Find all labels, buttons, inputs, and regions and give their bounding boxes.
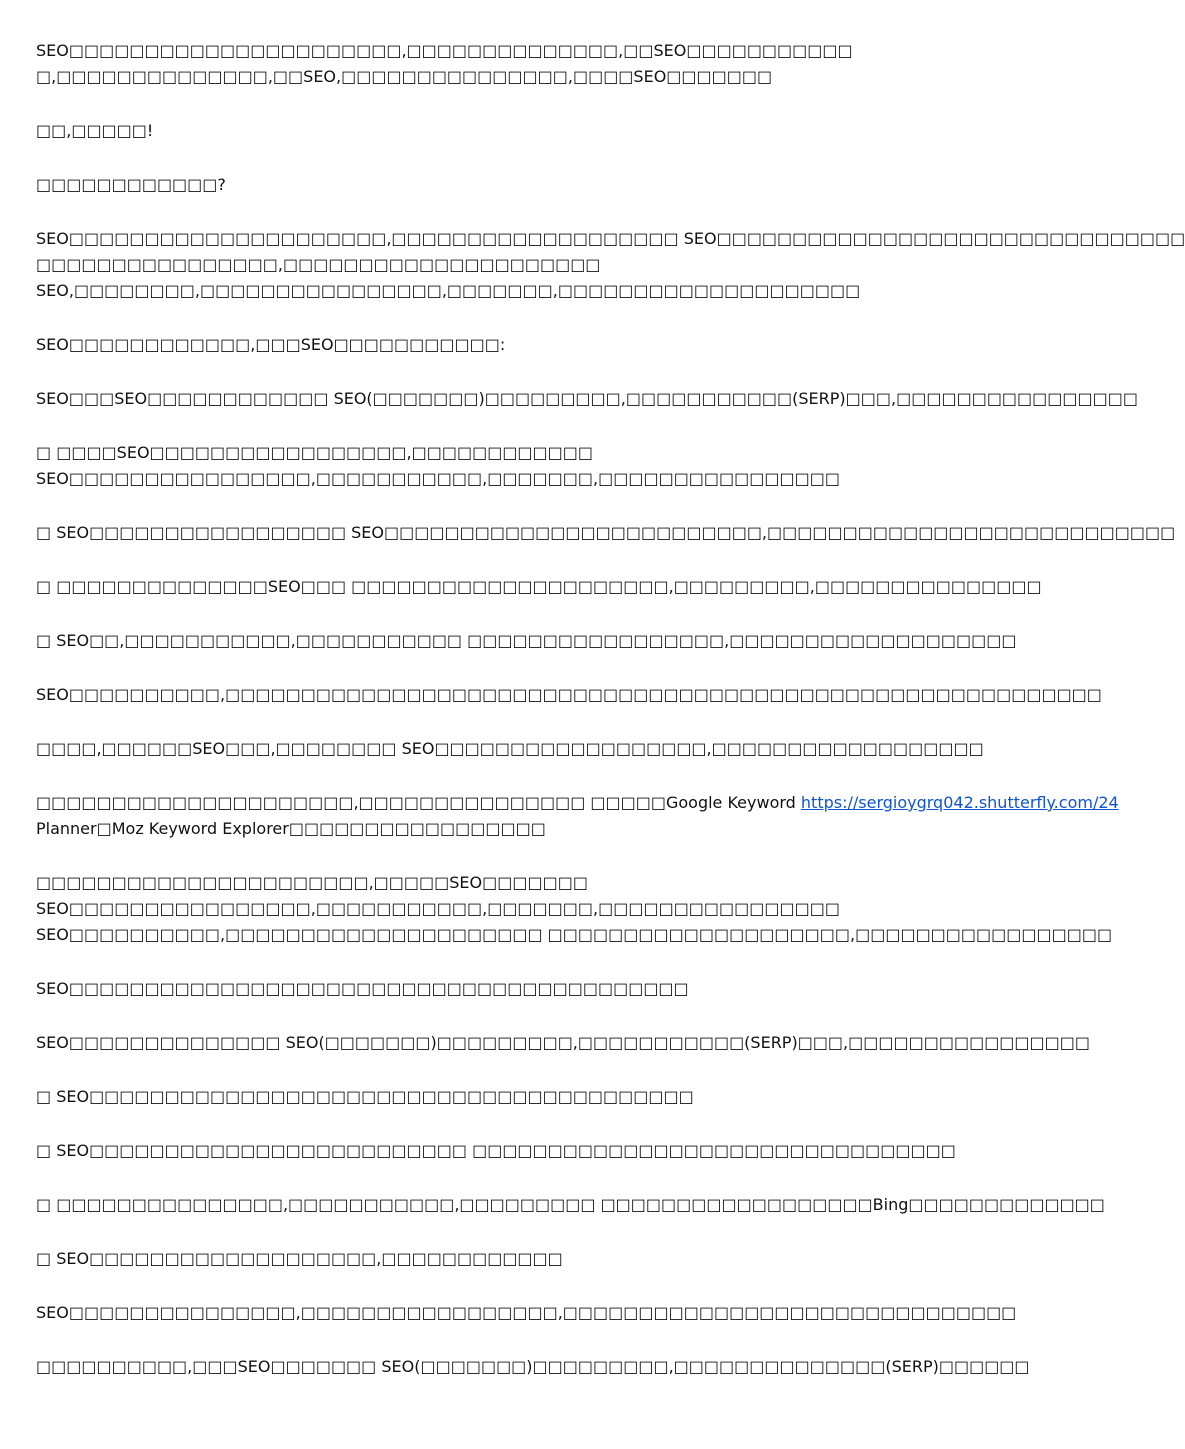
paragraph bbox=[36, 520, 1176, 546]
paragraph bbox=[36, 1030, 1091, 1056]
text-line: □□□□□□□□□□□□? bbox=[36, 175, 226, 194]
paragraph bbox=[36, 574, 1042, 600]
text-line: □ □□□□□□□□□□□□□□SEO□□□ □□□□□□□□□□□□□□□□□□□□□,□□□□□□□□□,□□□□□□□□□□□□□□□ bbox=[36, 577, 1042, 596]
paragraph bbox=[36, 386, 1138, 412]
paragraph bbox=[36, 38, 988, 90]
text-line: SEO□□□□□□□□□□,□□□□□□□□□□□□□□□□□□□□□ □□□□□□□□□□□□□□□□□□□□,□□□□□□□□□□□□□□□□□ bbox=[36, 925, 1113, 944]
text-line: SEO,□□□□□□□□,□□□□□□□□□□□□□□□□,□□□□□□□,□□□□□□□□□□□□□□□□□□□□ bbox=[36, 281, 861, 300]
paragraph bbox=[36, 1138, 988, 1164]
text-line: SEO□□□□□□□□□□□□□□□,□□□□□□□□□□□□□□□□□,□□□□□□□□□□□□□□□□□□□□□□□□□□□□□□ bbox=[36, 1303, 1017, 1322]
text-line: SEO□□□□□□□□□□□□□□□□□□□□□□,□□□□□□□□□□□□□□,□□SEO□□□□□□□□□□□ bbox=[36, 41, 853, 60]
paragraph bbox=[36, 118, 988, 144]
text-line: □ □□□□SEO□□□□□□□□□□□□□□□□□,□□□□□□□□□□□□ bbox=[36, 443, 594, 462]
text-line: □□,□□□□□! bbox=[36, 121, 154, 140]
text-line: SEO□□□SEO□□□□□□□□□□□□ SEO(□□□□□□□)□□□□□□□□□,□□□□□□□□□□□(SERP)□□□,□□□□□□□□□□□□□□□□ bbox=[36, 389, 1138, 408]
paragraph bbox=[36, 870, 1113, 948]
paragraph bbox=[36, 1300, 1017, 1326]
text-line: Planner□Moz Keyword Explorer□□□□□□□□□□□□□□□□□ bbox=[36, 819, 546, 838]
text-line: □ SEO□□□□□□□□□□□□□□□□□□□,□□□□□□□□□□□□ bbox=[36, 1249, 563, 1268]
paragraph bbox=[36, 440, 988, 492]
text-line: SEO□□□□□□□□□□□□□□□□,□□□□□□□□□□□,□□□□□□□,□□□□□□□□□□□□□□□□ bbox=[36, 899, 840, 918]
text-line: SEO□□□□□□□□□□□□□□□□,□□□□□□□□□□□,□□□□□□□,□□□□□□□□□□□□□□□□ bbox=[36, 469, 840, 488]
link-paragraph bbox=[36, 790, 1119, 842]
paragraph bbox=[36, 332, 988, 358]
text-line: □ □□□□□□□□□□□□□□□,□□□□□□□□□□□,□□□□□□□□□ □□□□□□□□□□□□□□□□□□Bing□□□□□□□□□□□□□ bbox=[36, 1195, 1105, 1214]
text-line: □ SEO□□□□□□□□□□□□□□□□□ SEO□□□□□□□□□□□□□□□□□□□□□□□□□,□□□□□□□□□□□□□□□□□□□□□□□□□□□ bbox=[36, 523, 1176, 542]
paragraph bbox=[36, 226, 1185, 304]
paragraph bbox=[36, 1192, 1105, 1218]
text-line: □□□□□□□□□□,□□□SEO□□□□□□□ SEO(□□□□□□□)□□□□□□□□□,□□□□□□□□□□□□□□(SERP)□□□□□□ bbox=[36, 1357, 1030, 1376]
paragraph bbox=[36, 736, 988, 762]
text-line: □,□□□□□□□□□□□□□□,□□SEO,□□□□□□□□□□□□□□□,□□□□SEO□□□□□□□ bbox=[36, 67, 773, 86]
text-line: □ SEO□□,□□□□□□□□□□□,□□□□□□□□□□□ □□□□□□□□□□□□□□□□□,□□□□□□□□□□□□□□□□□□□ bbox=[36, 631, 1017, 650]
text-line: SEO□□□□□□□□□□,□□□□□□□□□□□□□□□□□□□□□□□□□□□□□□□□□□□□□□□□□□□□□□□□□□□□□□□□□□ bbox=[36, 685, 1102, 704]
paragraph bbox=[36, 682, 1102, 708]
text-line: □ SEO□□□□□□□□□□□□□□□□□□□□□□□□□ □□□□□□□□□□□□□□□□□□□□□□□□□□□□□□□□ bbox=[36, 1141, 956, 1160]
text-line: SEO□□□□□□□□□□□□□□□□□□□□□,□□□□□□□□□□□□□□□□□□□ SEO□□□□□□□□□□□□□□□□□□□□□□□□□□□□□□□ bbox=[36, 229, 1185, 248]
text-line: SEO□□□□□□□□□□□□,□□□SEO□□□□□□□□□□□: bbox=[36, 335, 506, 354]
paragraph bbox=[36, 1354, 1030, 1380]
text-line: □□□□,□□□□□□SEO□□□,□□□□□□□□ SEO□□□□□□□□□□□□□□□□□□,□□□□□□□□□□□□□□□□□□ bbox=[36, 739, 984, 758]
paragraph bbox=[36, 1084, 988, 1110]
paragraph bbox=[36, 976, 988, 1002]
text-line: □ SEO□□□□□□□□□□□□□□□□□□□□□□□□□□□□□□□□□□□□□□□□ bbox=[36, 1087, 694, 1106]
text-line: □□□□□□□□□□□□□□□□,□□□□□□□□□□□□□□□□□□□□□ bbox=[36, 255, 601, 274]
shutterfly-link[interactable]: https://sergioygrq042.shutterfly.com/24 bbox=[800, 793, 1119, 812]
paragraph bbox=[36, 628, 1017, 654]
text-span: □□□□□□□□□□□□□□□□□□□□□,□□□□□□□□□□□□□□□ □□□□□Google Keyword bbox=[36, 793, 801, 812]
text-line: □□□□□□□□□□□□□□□□□□□□□□,□□□□□SEO□□□□□□□ bbox=[36, 873, 588, 892]
paragraph bbox=[36, 1246, 988, 1272]
text-line: SEO□□□□□□□□□□□□□□□□□□□□□□□□□□□□□□□□□□□□□□□□□ bbox=[36, 979, 689, 998]
paragraph bbox=[36, 172, 988, 198]
text-line: SEO□□□□□□□□□□□□□□ SEO(□□□□□□□)□□□□□□□□□,□□□□□□□□□□□(SERP)□□□,□□□□□□□□□□□□□□□□ bbox=[36, 1033, 1091, 1052]
text-line bbox=[36, 790, 1119, 816]
